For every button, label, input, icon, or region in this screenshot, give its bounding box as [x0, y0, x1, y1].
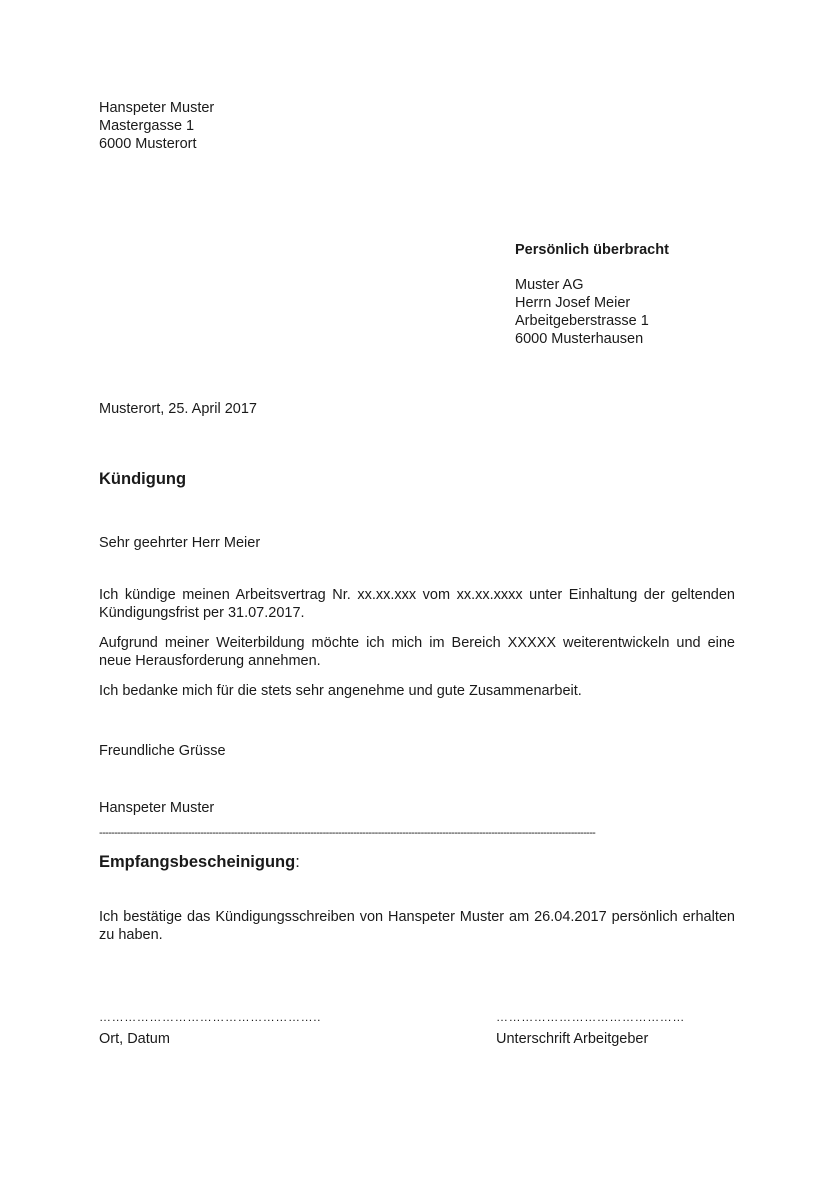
employer-signature-label: Unterschrift Arbeitgeber	[496, 1031, 649, 1047]
dashed-separator: ------------------------------------------------------------------------------------------------------------------------------------------------------------------	[99, 827, 596, 839]
sender-name: Hanspeter Muster	[99, 100, 215, 116]
recipient-street: Arbeitgeberstrasse 1	[515, 313, 649, 329]
sender-address	[99, 99, 214, 153]
recipient-address	[515, 241, 669, 348]
receipt-heading	[99, 853, 300, 871]
recipient-company: Muster AG	[515, 277, 584, 293]
receipt-title: Empfangsbescheinigung	[99, 853, 296, 871]
signature-name: Hanspeter Muster	[99, 800, 215, 816]
recipient-person: Herrn Josef Meier	[515, 295, 631, 311]
place-date-label: Ort, Datum	[99, 1031, 170, 1047]
receipt-text: Ich bestätige das Kündigungsschreiben von Hanspeter Muster am 26.04.2017 persönlich erhalten zu haben.	[99, 909, 735, 943]
subject-heading: Kündigung	[99, 470, 187, 488]
place-date-signature-line: ……………………………………………..	[99, 1010, 322, 1024]
body-paragraph-1: Ich kündige meinen Arbeitsvertrag Nr. xx.xx.xxx vom xx.xx.xxxx unter Einhaltung der geltenden Kündigungsfrist per 31.07.2017.	[99, 587, 735, 621]
date-line: Musterort, 25. April 2017	[99, 401, 257, 417]
recipient-city: 6000 Musterhausen	[515, 331, 644, 347]
sender-city: 6000 Musterort	[99, 136, 197, 152]
body-paragraph-3: Ich bedanke mich für die stets sehr angenehme und gute Zusammenarbeit.	[99, 683, 582, 699]
employer-signature-line: ………………………………………	[496, 1010, 685, 1024]
body-paragraph-2: Aufgrund meiner Weiterbildung möchte ich mich im Bereich XXXXX weiterentwickeln und eine neue Herausforderung annehmen.	[99, 635, 735, 669]
closing: Freundliche Grüsse	[99, 743, 226, 759]
receipt-title-colon: :	[295, 853, 300, 871]
delivery-note: Persönlich überbracht	[515, 242, 669, 258]
sender-street: Mastergasse 1	[99, 118, 195, 134]
letter-body	[99, 586, 735, 712]
salutation: Sehr geehrter Herr Meier	[99, 535, 261, 551]
